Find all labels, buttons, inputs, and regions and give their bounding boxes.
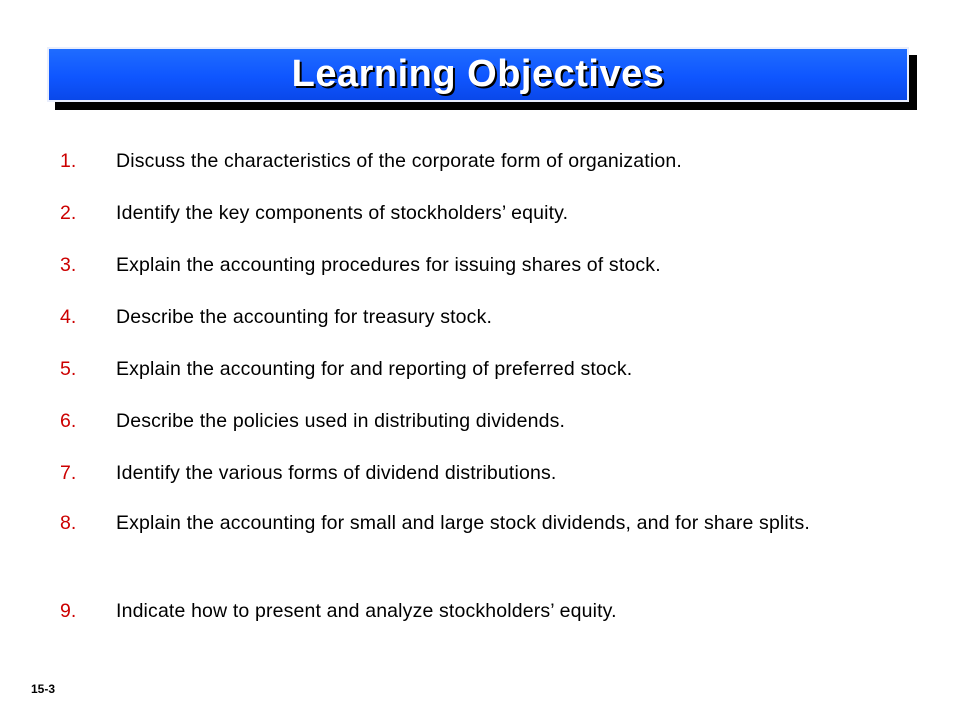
objective-item — [60, 458, 880, 489]
objective-text: Identify the various forms of dividend distributions. — [116, 462, 557, 484]
objective-text: Indicate how to present and analyze stockholders’ equity. — [116, 600, 617, 622]
objective-text: Identify the key components of stockholders’ equity. — [116, 202, 569, 224]
objective-text: Explain the accounting for small and large stock dividends, and for share splits. — [116, 512, 810, 534]
objective-number: 4. — [60, 306, 77, 328]
objective-item — [60, 406, 880, 437]
objective-number: 2. — [60, 202, 77, 224]
page-number: 15-3 — [31, 682, 56, 696]
objective-text: Discuss the characteristics of the corporate form of organization. — [116, 150, 682, 172]
objective-number: 5. — [60, 358, 77, 380]
objective-item — [60, 198, 880, 229]
title-banner — [47, 47, 909, 102]
objective-text: Explain the accounting for and reporting of preferred stock. — [116, 358, 633, 380]
objective-item — [60, 596, 880, 627]
slide-title: Learning Objectives — [291, 52, 665, 95]
objective-text: Describe the policies used in distributing dividends. — [116, 410, 566, 432]
objective-item — [60, 508, 880, 539]
objective-number: 8. — [60, 512, 77, 534]
objective-item — [60, 250, 880, 281]
objective-number: 9. — [60, 600, 77, 622]
objective-text: Explain the accounting procedures for issuing shares of stock. — [116, 254, 661, 276]
objective-number: 3. — [60, 254, 77, 276]
objective-text: Describe the accounting for treasury stock. — [116, 306, 493, 328]
objective-number: 7. — [60, 462, 77, 484]
objective-number: 1. — [60, 150, 77, 172]
objective-item — [60, 146, 880, 177]
objective-number: 6. — [60, 410, 77, 432]
objective-item — [60, 354, 880, 385]
objective-item — [60, 302, 880, 333]
